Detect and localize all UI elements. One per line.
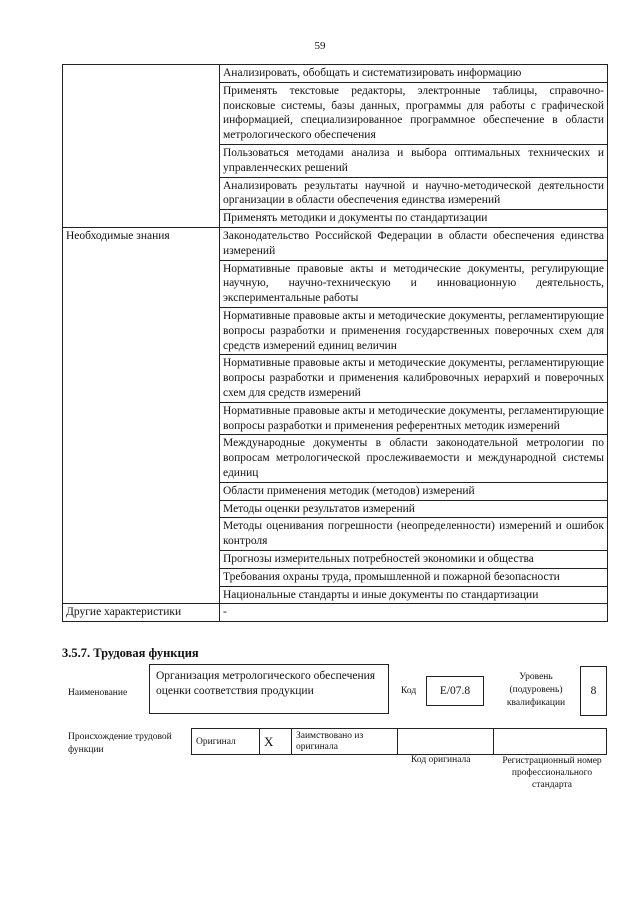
level-label: Уровень (подуровень) квалификации [506, 672, 566, 708]
requirement-text: Пользоваться методами анализа и выбора оптимальных технических и управленческих решений [220, 144, 608, 177]
knowledge-text: Прогнозы измерительных потребностей экономики и общества [220, 550, 608, 568]
knowledge-text: Законодательство Российской Федерации в области обеспечения единства измерений [220, 227, 608, 260]
knowledge-text: Нормативные правовые акты и методические документы, регламентирующие вопросы разработки и применения государственных поверочных схем для средств измерений единиц величин [220, 307, 608, 354]
qualification-level: 8 [580, 666, 607, 716]
original-code-cell [398, 729, 494, 755]
knowledge-text: Национальные стандарты и иные документы по стандартизации [220, 586, 608, 604]
requirement-text: Анализировать, обобщать и систематизировать информацию [220, 65, 608, 83]
table-row [63, 65, 608, 83]
borrowed-label: Заимствовано из оригинала [292, 729, 398, 755]
row-label-knowledge: Необходимые знания [63, 227, 220, 603]
knowledge-text: Международные документы в области законодательной метрологии по вопросам метрологической прослеживаемости и международной системы единиц [220, 435, 608, 482]
function-name: Организация метрологического обеспечения оценки соответствия продукции [149, 664, 389, 714]
requirements-table [62, 64, 608, 622]
function-code: E/07.8 [426, 676, 484, 706]
origin-table [191, 728, 607, 755]
knowledge-text: Методы оценивания погрешности (неопределенности) измерений и ошибок контроля [220, 518, 608, 551]
table-row [63, 604, 608, 622]
knowledge-text: Нормативные правовые акты и методические документы, регулирующие научную, научно-техническую и инновационную деятельность, экспериментальные работы [220, 260, 608, 307]
knowledge-text: Нормативные правовые акты и методические документы, регламентирующие вопросы разработки и применения референтных методик измерений [220, 402, 608, 435]
code-original-label: Код оригинала [411, 755, 471, 765]
row-label [63, 65, 220, 228]
table-row [63, 227, 608, 260]
origin-row [192, 729, 607, 755]
origin-label: Происхождение трудовой функции [68, 732, 172, 755]
original-mark: X [260, 729, 292, 755]
other-text: - [220, 604, 608, 622]
knowledge-text: Нормативные правовые акты и методические документы, регламентирующие вопросы разработки и применения калибровочных иерархий и поверочных схем для средств измерений [220, 355, 608, 402]
reg-number-label: Регистрационный номер профессионального стандарта [502, 756, 602, 790]
requirement-text: Применять текстовые редакторы, электронные таблицы, справочно-поисковые системы, базы данных, программы для работы с графической информацией, специализированное программное обеспечение в области метрологического обеспечения [220, 82, 608, 144]
section-heading: 3.5.7. Трудовая функция [62, 646, 199, 660]
original-label: Оригинал [192, 729, 260, 755]
knowledge-text: Области применения методик (методов) измерений [220, 482, 608, 500]
reg-number-cell [494, 729, 607, 755]
name-label: Наименование [68, 688, 128, 698]
page-number: 59 [314, 40, 326, 52]
row-label-other: Другие характеристики [63, 604, 220, 622]
requirement-text: Анализировать результаты научной и научно-методической деятельности организации в области обеспечения единства измерений [220, 177, 608, 210]
knowledge-text: Требования охраны труда, промышленной и пожарной безопасности [220, 568, 608, 586]
knowledge-text: Методы оценки результатов измерений [220, 500, 608, 518]
requirement-text: Применять методики и документы по стандартизации [220, 210, 608, 228]
code-label: Код [401, 686, 417, 696]
